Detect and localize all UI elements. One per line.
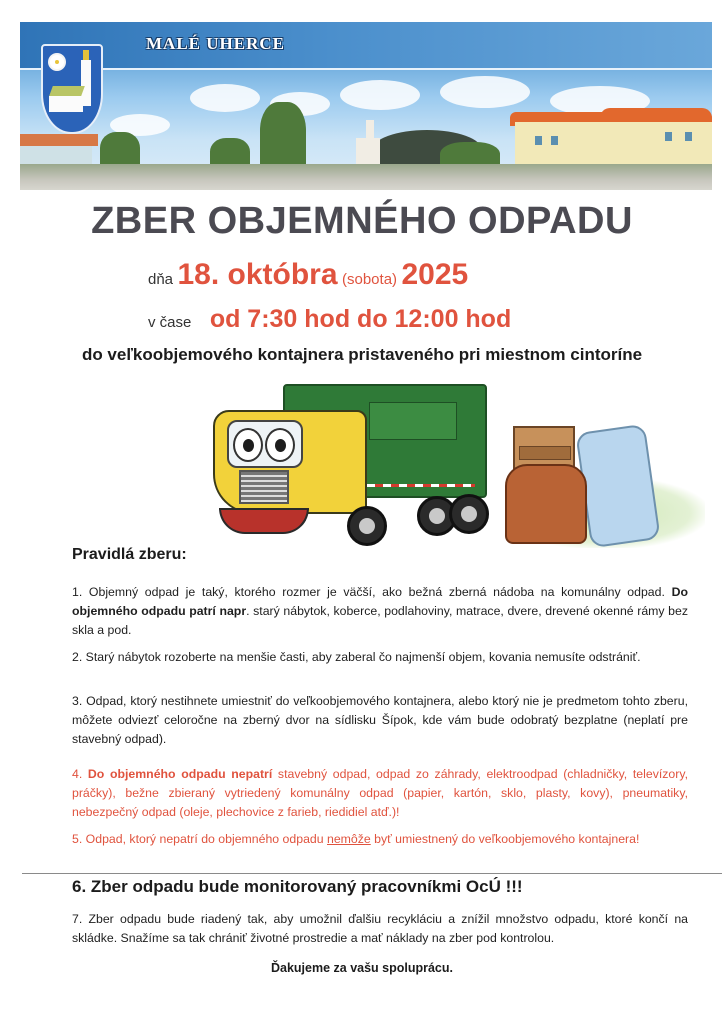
- house-roof: [20, 134, 98, 146]
- banner-title-strip: [20, 22, 712, 70]
- wheel-icon: [347, 506, 387, 546]
- garbage-truck-illustration: [205, 378, 705, 548]
- rule-7: 7. Zber odpadu bude riadený tak, aby umožnil ďalšiu recykláciu a znížil množstvo odpadu, ktoré končí na skládke. Snažíme sa tak chrániť životné prostredie a mať náklady na zber pod kontrolou.: [72, 912, 688, 945]
- rule-2: 2. Starý nábytok rozoberte na menšie časti, aby zaberal čo najmenší objem, kovania nemusíte odstrániť.: [72, 650, 641, 664]
- time-prefix: v čase: [148, 314, 192, 331]
- rule-1-rest: . starý nábytok, koberce, podlahoviny, matrace, dvere, drevené okenné rámy bez skla a pod.: [72, 604, 688, 637]
- rule-5: [72, 830, 688, 849]
- rule-5-rest: byť umiestnený do veľkoobjemového kontajnera!: [370, 832, 640, 846]
- crest-nave: [49, 96, 83, 112]
- coat-of-arms-icon: [41, 44, 103, 134]
- willow-tree: [260, 102, 306, 172]
- window: [685, 132, 692, 141]
- time-range: od 7:30 hod do 12:00 hod: [209, 305, 512, 333]
- rule-5-underline: nemôže: [327, 832, 371, 846]
- mattress-icon: [575, 424, 660, 549]
- road: [20, 164, 712, 190]
- village-name: MALÉ UHERCE: [146, 34, 285, 53]
- rule-4-bold: Do objemného odpadu nepatrí: [87, 767, 273, 781]
- rule-5-text: 5. Odpad, ktorý nepatrí do objemného odpadu: [72, 832, 327, 846]
- rule-4-rest: stavebný odpad, odpad zo záhrady, elektroodpad (chladničky, televízory, práčky), bežne zbieraný vytriedený komunálny odpad (papier, kartón, sklo, plasty, kovy), pneumatiky, nebezpečný odpad (oleje, plechovice z farieb, riedidiel atď.)!: [72, 767, 688, 819]
- rule-1-bold: Do objemného odpadu patrí napr: [72, 585, 688, 618]
- cloud: [190, 84, 260, 112]
- event-date: [148, 258, 468, 292]
- date-year: 2025: [401, 258, 469, 291]
- truck-eye-icon: [233, 428, 263, 462]
- rule-1: [72, 583, 688, 640]
- window: [665, 132, 672, 141]
- flower-icon: [50, 55, 64, 69]
- event-time: [148, 305, 511, 334]
- truck-smile: [219, 508, 309, 534]
- window: [551, 136, 558, 145]
- hall-roof: [600, 108, 712, 120]
- church-tower: [366, 120, 374, 138]
- wheel-icon: [449, 494, 489, 534]
- cloud: [440, 76, 530, 108]
- rule-1-text: 1. Objemný odpad je taký, ktorého rozmer je väčší, ako bežná zberná nádoba na komunálny odpad.: [72, 585, 665, 599]
- crest-roof: [49, 86, 85, 96]
- armchair-icon: [505, 464, 587, 544]
- truck-eye-icon: [265, 428, 295, 462]
- rule-4: [72, 765, 688, 822]
- date-day-month: 18. októbra: [177, 258, 338, 291]
- event-location: do veľkoobjemového kontajnera pristaveného pri miestnom cintoríne: [81, 345, 643, 364]
- header-banner: [20, 22, 712, 190]
- window: [535, 136, 542, 145]
- closing-thanks: Ďakujeme za vašu spoluprácu.: [270, 961, 453, 975]
- page-title: ZBER OBJEMNÉHO ODPADU: [91, 200, 633, 242]
- rule-6: 6. Zber odpadu bude monitorovaný pracovníkmi OcÚ !!!: [72, 877, 523, 896]
- rule-4-number: 4.: [72, 767, 88, 781]
- rule-3: 3. Odpad, ktorý nestihnete umiestniť do veľkoobjemového kontajnera, alebo ktorý nie je predmetom tohto zberu, môžete odviezť celoročne na zberný dvor na sídlisku Šípok, kde vám bude odobratý bezplatne (neplatí pre stavebný odpad).: [72, 694, 688, 746]
- date-weekday: (sobota): [342, 271, 398, 288]
- divider: [22, 873, 722, 874]
- cloud: [340, 80, 420, 110]
- date-prefix: dňa: [148, 271, 174, 288]
- truck-grill: [239, 470, 289, 504]
- rules-heading: Pravidlá zberu:: [72, 546, 187, 563]
